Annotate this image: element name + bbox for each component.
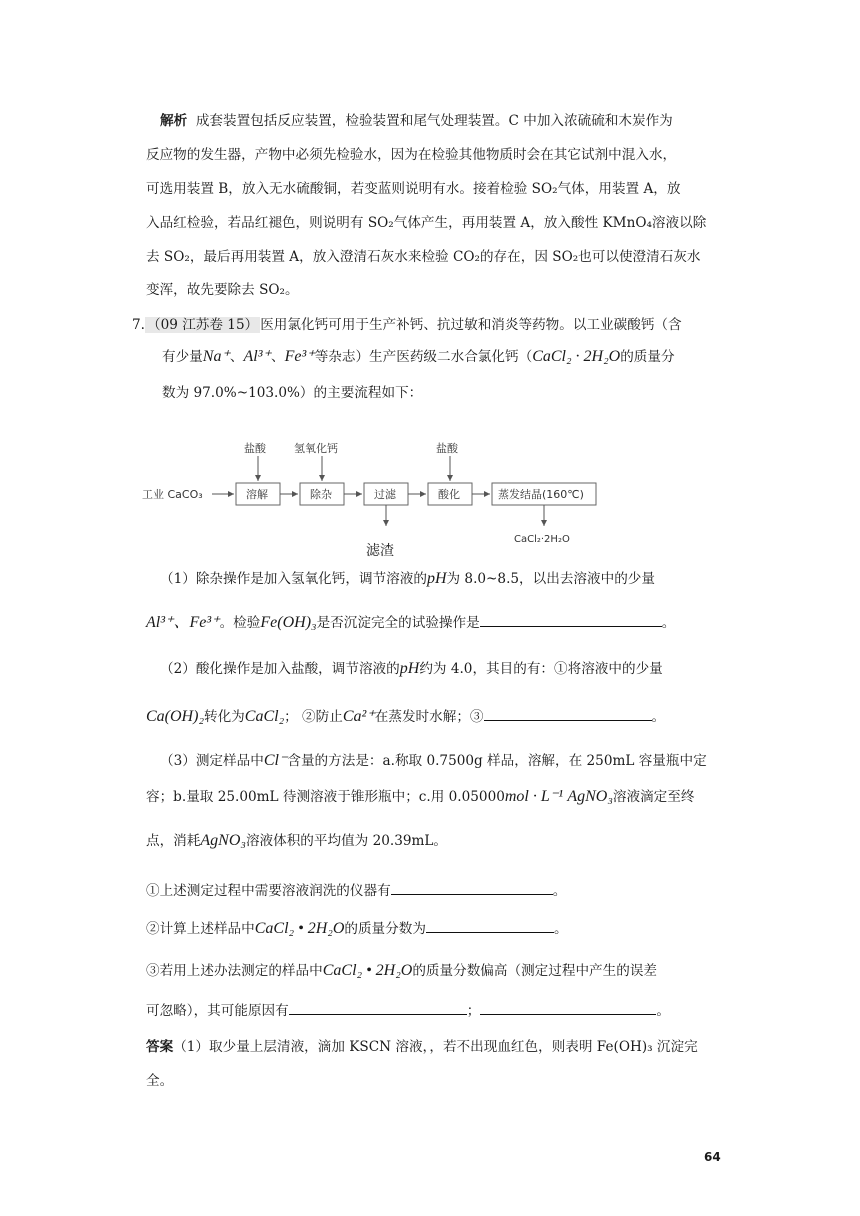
part-2-line-1 xyxy=(160,660,750,678)
text-fragment: 转化为 xyxy=(204,709,245,725)
question-7-line-2 xyxy=(162,348,752,366)
text-fragment: 等杂志）生产医药级二水合氯化钙（ xyxy=(314,349,533,365)
text-fragment: 可忽略），其可能原因有 xyxy=(146,1003,289,1019)
text-fragment: 的质量分数偏高（测定过程中产生的误差 xyxy=(412,963,658,979)
answer-blank[interactable] xyxy=(484,706,652,721)
ion-fe: Fe³⁺ xyxy=(284,348,315,365)
text-fragment: （1）取少量上层清液，滴加 KSCN 溶液，，若不出现血红色，则表明 Fe(OH)₃ 沉淀完 xyxy=(173,1039,698,1055)
ion-ca: Ca²⁺ xyxy=(342,708,375,725)
formula-cacl2-2h2o: CaCl₂ • 2H₂O xyxy=(322,962,413,979)
text-fragment: 的质量分 xyxy=(620,349,675,365)
text-fragment: 点，消耗 xyxy=(146,833,201,849)
answer-blank[interactable] xyxy=(480,612,662,627)
text-fragment: 。 xyxy=(552,883,567,899)
text-fragment: （3）测定样品中 xyxy=(160,753,264,769)
formula-feoh3: Fe(OH)₃ xyxy=(260,614,317,631)
text-fragment: ； ②防止 xyxy=(284,709,343,725)
analysis-line-4: 入品红检验，若品红褪色，则说明有 SO₂气体产生，再用装置 A，放入酸性 KMnO₄溶液以除 xyxy=(146,215,707,231)
text-fragment: 有少量 xyxy=(162,349,203,365)
separator: 、 xyxy=(229,349,244,365)
text-fragment: 溶液滴定至终 xyxy=(612,789,695,805)
text-fragment: 为 8.0~8.5，以出去溶液中的少量 xyxy=(446,571,655,587)
part-3-line-3 xyxy=(146,832,736,850)
question-7-line-3: 数为 97.0%~103.0%）的主要流程如下： xyxy=(162,385,423,401)
answer-line-2: 全。 xyxy=(146,1073,174,1089)
text-fragment: 含量的方法是：a.称取 0.7500g 样品，溶解，在 250mL 容量瓶中定 xyxy=(287,753,707,769)
ion-cl: Cl⁻ xyxy=(263,752,288,769)
text-fragment: 。检验 xyxy=(219,615,261,631)
formula-cacl2-2h2o: CaCl₂ · 2H₂O xyxy=(532,348,621,365)
flow-input-hcl-1: 盐酸 xyxy=(244,442,266,455)
unit-mol-per-l: mol · L⁻¹ xyxy=(504,788,564,805)
text-fragment: （1）除杂操作是加入氢氧化钙，调节溶液的 xyxy=(160,571,427,587)
flow-product: CaCl₂·2H₂O xyxy=(514,534,570,545)
text-fragment: 。 xyxy=(553,921,568,937)
analysis-text-1: 成套装置包括反应装置，检验装置和尾气处理装置。C 中加入浓硫硫和木炭作为 xyxy=(195,113,673,129)
flow-input-hcl-2: 盐酸 xyxy=(436,442,458,455)
text-fragment: 。 xyxy=(651,709,666,725)
text-fragment: 。 xyxy=(656,1003,670,1019)
separator: 、 xyxy=(270,349,285,365)
part-3-line-2 xyxy=(146,788,736,806)
analysis-line-6: 变浑，故先要除去 SO₂。 xyxy=(146,282,299,298)
answer-blank[interactable] xyxy=(426,918,554,933)
subquestion-2 xyxy=(146,918,736,938)
analysis-line-5: 去 SO₂，最后再用装置 A，放入澄清石灰水来检验 CO₂的存在，因 SO₂也可以使澄清石灰水 xyxy=(146,249,701,265)
flow-box-label: 蒸发结晶(160℃) xyxy=(498,488,584,501)
formula-cacl2-2h2o: CaCl₂ • 2H₂O xyxy=(254,920,345,937)
analysis-line-3: 可选用装置 B，放入无水硫酸铜，若变蓝则说明有水。接着检验 SO₂气体，用装置 A，放 xyxy=(146,181,681,197)
text-fragment: 溶液体积的平均值为 20.39mL。 xyxy=(245,833,448,849)
text-fragment: 容；b.量取 25.00mL 待测溶液于锥形瓶中；c.用 0.05000 xyxy=(146,789,505,805)
formula-cacl2: CaCl₂ xyxy=(244,708,285,725)
subquestion-3-line-1 xyxy=(146,962,736,980)
flow-box-label: 过滤 xyxy=(374,488,396,501)
text-fragment: 是否沉淀完全的试验操作是 xyxy=(316,615,480,631)
text-fragment: 约为 4.0，其目的有：①将溶液中的少量 xyxy=(419,661,663,677)
text-fragment: ②计算上述样品中 xyxy=(146,921,255,937)
process-flow-diagram xyxy=(140,440,740,560)
answer-line-1 xyxy=(146,1038,736,1056)
part-1-line-2 xyxy=(146,612,736,632)
text-fragment: 的质量分数为 xyxy=(344,921,426,937)
subquestion-3-line-2 xyxy=(146,1000,736,1020)
ion-na: Na⁺ xyxy=(202,348,230,365)
flow-residue-label: 滤渣 xyxy=(366,543,394,559)
flow-start-label: 工业 CaCO₃ xyxy=(142,488,203,501)
answer-blank[interactable] xyxy=(391,880,553,895)
subquestion-1 xyxy=(146,880,736,900)
text-fragment: ③若用上述办法测定的样品中 xyxy=(146,963,323,979)
flow-box-label: 溶解 xyxy=(246,488,268,501)
analysis-line-2: 反应物的发生器，产物中必须先检验水，因为在检验其他物质时会在其它试剂中混入水， xyxy=(146,147,677,163)
answer-label: 答案 xyxy=(146,1039,174,1055)
text-fragment: 在蒸发时水解；③ xyxy=(374,709,484,725)
text-fragment: ； xyxy=(466,1003,481,1019)
formula-agno3: AgNO₃ xyxy=(200,832,246,849)
formula-caoh2: Ca(OH)₂ xyxy=(146,708,204,725)
formula-agno3: AgNO₃ xyxy=(567,788,613,805)
part-1-line-1 xyxy=(160,570,750,588)
question-source-tag: （09 江苏卷 15） xyxy=(146,317,259,333)
flow-box-label: 酸化 xyxy=(438,488,460,501)
ph-symbol: pH xyxy=(426,570,447,587)
page-number: 64 xyxy=(704,1150,721,1164)
part-2-line-2 xyxy=(146,706,736,726)
ion-al: Al³⁺ xyxy=(243,348,271,365)
text-fragment: 。 xyxy=(661,615,676,631)
text-fragment: ①上述测定过程中需要溶液润洗的仪器有 xyxy=(146,883,391,899)
ions-al-fe: Al³⁺、Fe³⁺ xyxy=(146,614,220,631)
answer-blank[interactable] xyxy=(480,1000,656,1015)
flow-box-label: 除杂 xyxy=(310,488,332,501)
question-number: 7. xyxy=(132,317,145,333)
answer-blank[interactable] xyxy=(289,1000,467,1015)
flow-input-caoh2: 氢氧化钙 xyxy=(294,442,338,455)
analysis-label: 解析 xyxy=(160,113,188,129)
question-7-line-1 xyxy=(132,316,722,334)
analysis-line-1 xyxy=(160,112,750,130)
ph-symbol: pH xyxy=(399,660,420,677)
part-3-line-1 xyxy=(160,752,750,770)
question-text-1: 医用氯化钙可用于生产补钙、抗过敏和消炎等药物。以工业碳酸钙（含 xyxy=(260,317,682,333)
text-fragment: （2）酸化操作是加入盐酸，调节溶液的 xyxy=(160,661,400,677)
